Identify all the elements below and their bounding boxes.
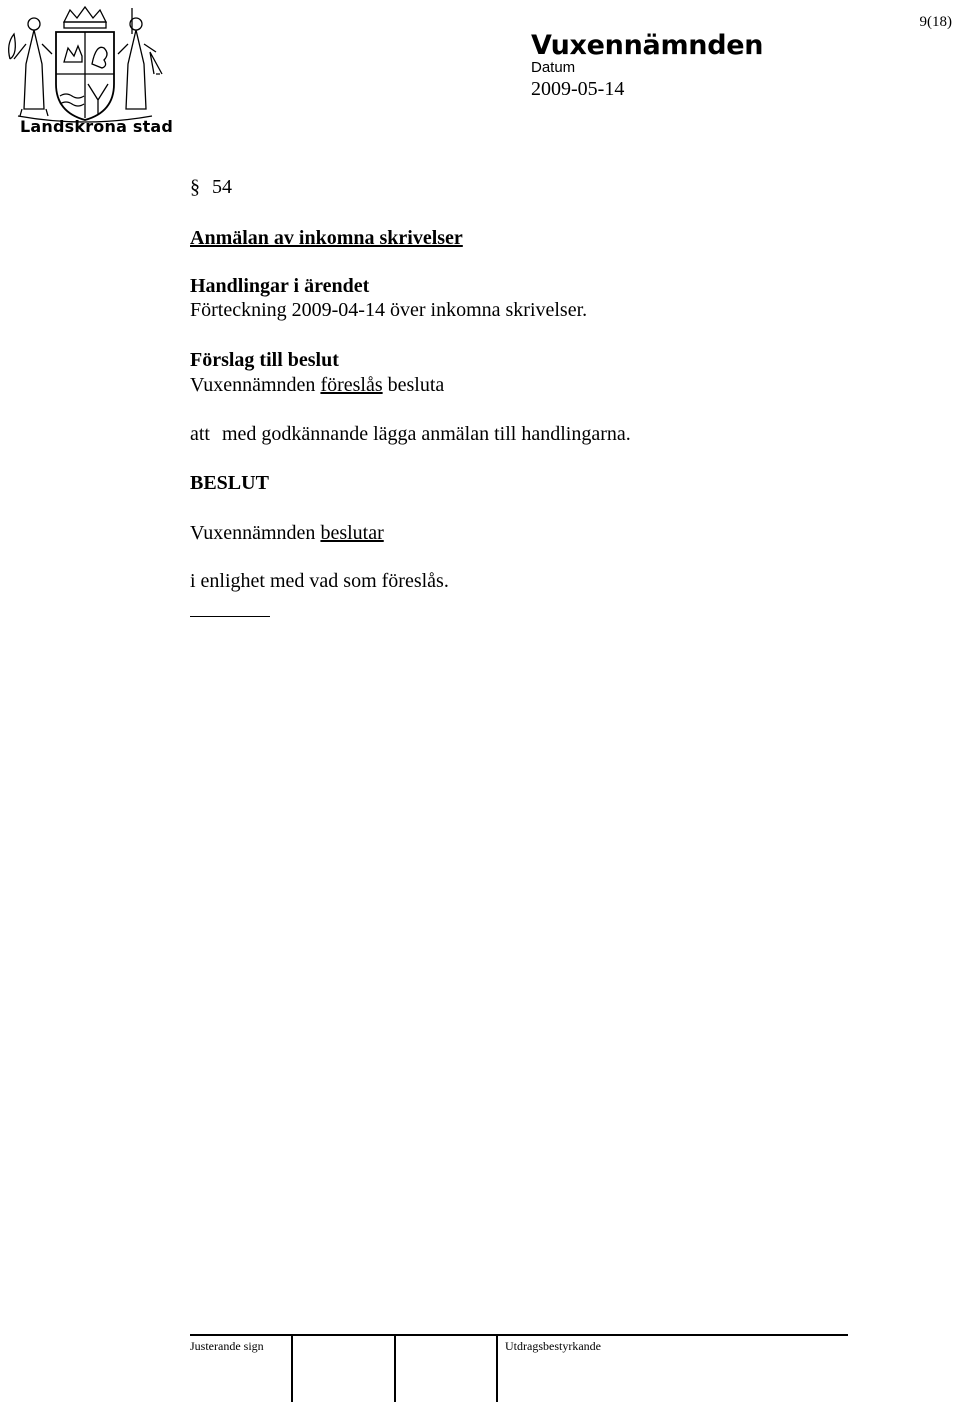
footer-rule <box>190 1334 848 1336</box>
date-value: 2009-05-14 <box>531 78 625 100</box>
att-text: med godkännande lägga anmälan till handlingarna. <box>222 423 631 445</box>
section-number-value: 54 <box>212 176 232 198</box>
beslut-underlined: beslutar <box>320 522 384 544</box>
forslag-text <box>190 374 444 397</box>
justerande-sign-label: Justerande sign <box>190 1339 264 1353</box>
utdragsbestyrkande-label: Utdragsbestyrkande <box>505 1339 601 1353</box>
logo-text: Landskrona stad <box>20 117 174 136</box>
page-number: 9(18) <box>919 14 952 30</box>
beslut-text: i enlighet med vad som föreslås. <box>190 570 449 592</box>
handlingar-text: Förteckning 2009-04-14 över inkomna skrivelser. <box>190 299 588 321</box>
date-label: Datum <box>531 59 576 76</box>
section-symbol: § <box>190 176 200 198</box>
footer-divider <box>394 1335 396 1402</box>
section-title: Anmälan av inkomna skrivelser <box>190 227 463 249</box>
section-number <box>190 176 232 199</box>
footer-divider <box>496 1335 498 1402</box>
forslag-suffix: besluta <box>382 374 445 396</box>
end-rule <box>190 616 270 617</box>
forslag-underlined: föreslås <box>320 374 383 396</box>
org-title: Vuxennämnden <box>531 30 764 61</box>
beslut-line <box>190 522 384 545</box>
beslut-heading: BESLUT <box>190 472 269 494</box>
forslag-prefix: Vuxennämnden <box>190 374 321 396</box>
att-word: att <box>190 423 210 445</box>
footer-divider <box>291 1335 293 1402</box>
att-clause <box>190 423 631 446</box>
beslut-prefix: Vuxennämnden <box>190 522 321 544</box>
handlingar-heading: Handlingar i ärendet <box>190 275 370 297</box>
forslag-heading: Förslag till beslut <box>190 349 339 371</box>
